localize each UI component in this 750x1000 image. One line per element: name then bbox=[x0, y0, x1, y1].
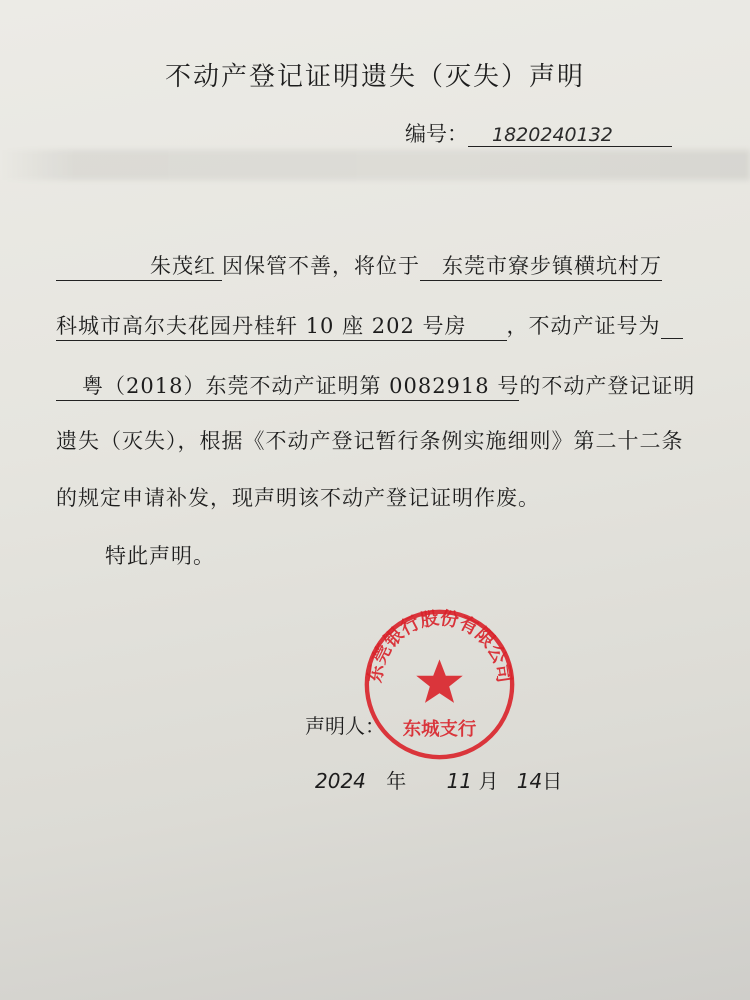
year-unit: 年 bbox=[386, 769, 407, 793]
date-month: 11 bbox=[446, 769, 473, 793]
star-icon bbox=[416, 659, 463, 703]
seal-text: 东莞银行股份有限公司 bbox=[364, 607, 515, 685]
document-number-row bbox=[405, 118, 672, 148]
day-unit: 日 bbox=[542, 769, 563, 793]
number-value: 1820240132 bbox=[468, 124, 672, 147]
body-text-3: 的不动产登记证明 bbox=[519, 374, 696, 398]
declarant-name: 朱茂红 bbox=[56, 250, 222, 281]
date-day: 14 bbox=[516, 769, 543, 793]
month-unit: 月 bbox=[478, 769, 499, 793]
body-text-2: ，不动产证号为 bbox=[506, 314, 661, 338]
body-line-2 bbox=[56, 310, 683, 341]
signer-label: 声明人： bbox=[305, 714, 385, 738]
body-line-1 bbox=[56, 250, 662, 281]
property-address-part2: 科城市高尔夫花园丹桂轩 10 座 202 号房 bbox=[56, 310, 507, 341]
body-text-1: 因保管不善，将位于 bbox=[222, 254, 420, 278]
bleed-through-shadow bbox=[0, 150, 750, 180]
body-line-4: 遗失（灭失），根据《不动产登记暂行条例实施细则》第二十二条 bbox=[56, 429, 684, 453]
date-year: 2024 bbox=[315, 769, 366, 793]
property-address-part1: 东莞市寮步镇横坑村万 bbox=[420, 250, 662, 281]
date-row bbox=[315, 765, 562, 794]
certificate-number: 粤（2018）东莞不动产证明第 0082918 号 bbox=[56, 370, 519, 401]
body-line-3 bbox=[56, 370, 695, 401]
document-title: 不动产登记证明遗失（灭失）声明 bbox=[164, 62, 585, 92]
closing-text: 特此声明。 bbox=[105, 544, 215, 568]
company-seal bbox=[362, 607, 517, 762]
blank-underline bbox=[661, 314, 683, 339]
number-label: 编号： bbox=[405, 122, 468, 146]
body-line-5: 的规定申请补发，现声明该不动产登记证明作废。 bbox=[56, 486, 540, 510]
seal-branch: 东城支行 bbox=[402, 718, 477, 740]
